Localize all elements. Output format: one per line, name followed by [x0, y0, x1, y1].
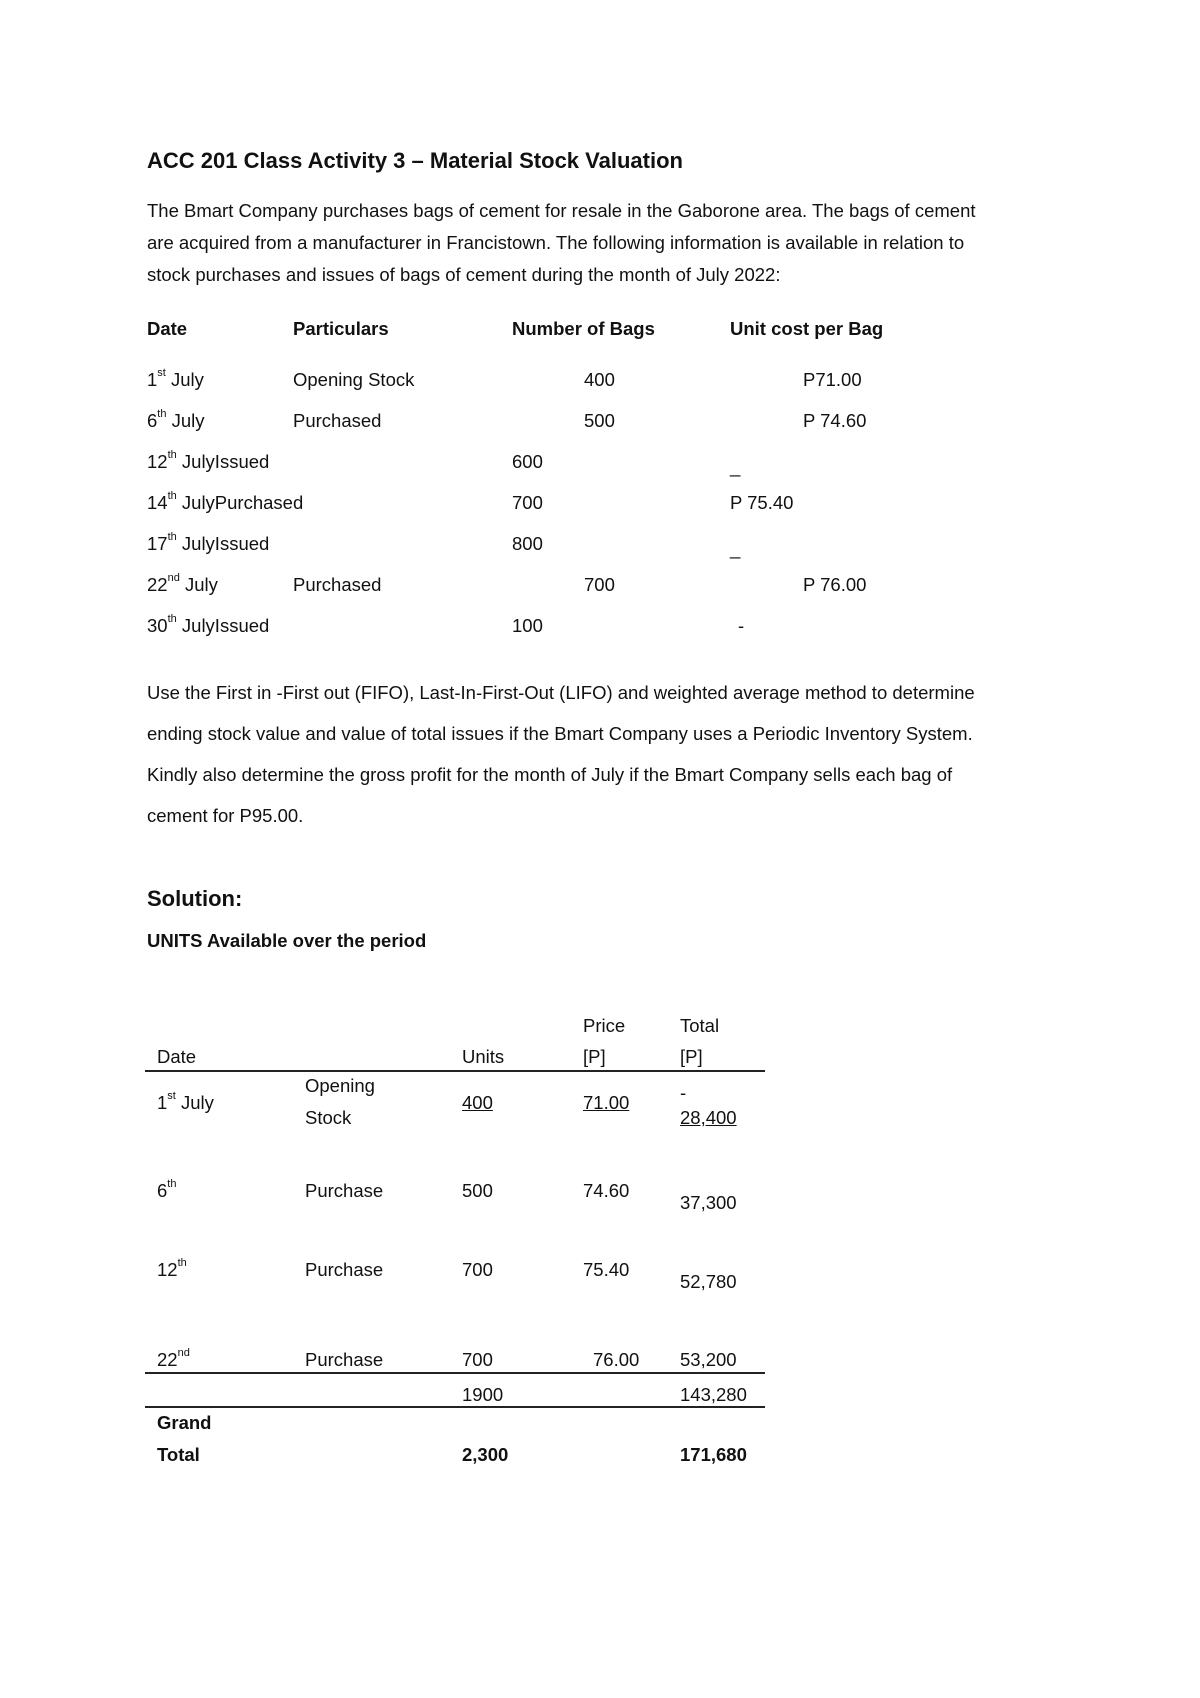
header-units: Units	[462, 1046, 505, 1067]
header-particulars: Particulars	[293, 318, 389, 339]
header-price-line2: [P]	[583, 1046, 606, 1067]
header-total-line1: Total	[680, 1015, 720, 1036]
grand-total-value: 171,680	[680, 1444, 747, 1465]
table-row-date: 22nd	[157, 1347, 190, 1370]
table-row-bags: 700	[512, 492, 543, 513]
table-row-units: 700	[462, 1349, 493, 1370]
subtotal-total: 143,280	[680, 1384, 747, 1405]
table-row-date: 12th	[157, 1257, 187, 1280]
table-row-price: 71.00	[583, 1092, 630, 1113]
intro-line-2: are acquired from a manufacturer in Francistown. The following information is available in relation to	[147, 232, 965, 253]
header-unit-cost: Unit cost per Bag	[730, 318, 884, 339]
table-row-desc: Opening	[305, 1075, 375, 1096]
table-row-date: 12th JulyIssued	[147, 449, 270, 472]
table-row-cost: P 76.00	[803, 574, 867, 595]
table-row-bags: 600	[512, 451, 543, 472]
table-row-total: 53,200	[680, 1349, 737, 1370]
table-row-desc-line2: Stock	[305, 1107, 352, 1128]
table-row-cost: -	[738, 615, 745, 636]
table-row-cost: _	[730, 538, 741, 559]
table-row-price: 74.60	[583, 1180, 630, 1201]
header-date: Date	[147, 318, 188, 339]
table-row-price: 76.00	[593, 1349, 640, 1370]
header-date: Date	[157, 1046, 197, 1067]
table-row-total: 52,780	[680, 1271, 737, 1292]
table-row-particulars: Opening Stock	[293, 369, 415, 390]
table-row-date: 6th	[157, 1178, 177, 1201]
table-row-date: 22nd July	[147, 572, 218, 595]
table-row-units: 500	[462, 1180, 493, 1201]
question-line-3: Kindly also determine the gross profit for the month of July if the Bmart Company sells each bag of	[147, 764, 953, 785]
table-row-bags: 800	[512, 533, 543, 554]
table-row-cost: P 75.40	[730, 492, 794, 513]
intro-line-1: The Bmart Company purchases bags of cement for resale in the Gaborone area. The bags of cement	[147, 200, 976, 221]
table-row-total: 37,300	[680, 1192, 737, 1213]
page-title: ACC 201 Class Activity 3 – Material Stock Valuation	[147, 148, 683, 173]
table-row-bags: 100	[512, 615, 543, 636]
table-row-date: 17th JulyIssued	[147, 531, 270, 554]
header-number-of-bags: Number of Bags	[512, 318, 655, 339]
subtotal-rule	[145, 1406, 765, 1408]
table-row-date: 6th July	[147, 408, 205, 431]
table-row-price: 75.40	[583, 1259, 630, 1280]
intro-line-3: stock purchases and issues of bags of cement during the month of July 2022:	[147, 264, 781, 285]
table-row-date: 30th JulyIssued	[147, 613, 270, 636]
grand-total-units: 2,300	[462, 1444, 509, 1465]
question-line-2: ending stock value and value of total issues if the Bmart Company uses a Periodic Inventory System.	[147, 723, 973, 744]
header-total-line2: [P]	[680, 1046, 703, 1067]
table-row-units: 400	[462, 1092, 493, 1113]
question-line-4: cement for P95.00.	[147, 805, 304, 826]
table-row-date: 1st July	[147, 367, 204, 390]
table-row-desc: Purchase	[305, 1180, 384, 1201]
grand-total-label-line2: Total	[157, 1444, 200, 1465]
units-available-heading: UNITS Available over the period	[147, 930, 427, 951]
table-row-cost: P 74.60	[803, 410, 867, 431]
solution-heading: Solution:	[147, 886, 243, 911]
header-rule	[145, 1070, 765, 1072]
table-row-total: 28,400	[680, 1107, 737, 1128]
header-price-line1: Price	[583, 1015, 626, 1036]
table-row-particulars: Purchased	[293, 574, 382, 595]
grand-total-label: Grand	[157, 1412, 212, 1433]
table-row-bags: 700	[584, 574, 615, 595]
row-rule	[145, 1372, 765, 1374]
table-row-date: 14th JulyPurchased	[147, 490, 304, 513]
table-row-total-dash: -	[680, 1082, 687, 1103]
question-line-1: Use the First in -First out (FIFO), Last-In-First-Out (LIFO) and weighted average method to determine	[147, 682, 975, 703]
table-row-particulars: Purchased	[293, 410, 382, 431]
table-row-cost: _	[730, 456, 741, 477]
table-row-cost: P71.00	[803, 369, 862, 390]
table-row-desc: Purchase	[305, 1259, 384, 1280]
table-row-units: 700	[462, 1259, 493, 1280]
table-row-bags: 400	[584, 369, 615, 390]
table-row-bags: 500	[584, 410, 615, 431]
table-row-date: 1st July	[157, 1090, 214, 1113]
subtotal-units: 1900	[462, 1384, 504, 1405]
table-row-desc: Purchase	[305, 1349, 384, 1370]
